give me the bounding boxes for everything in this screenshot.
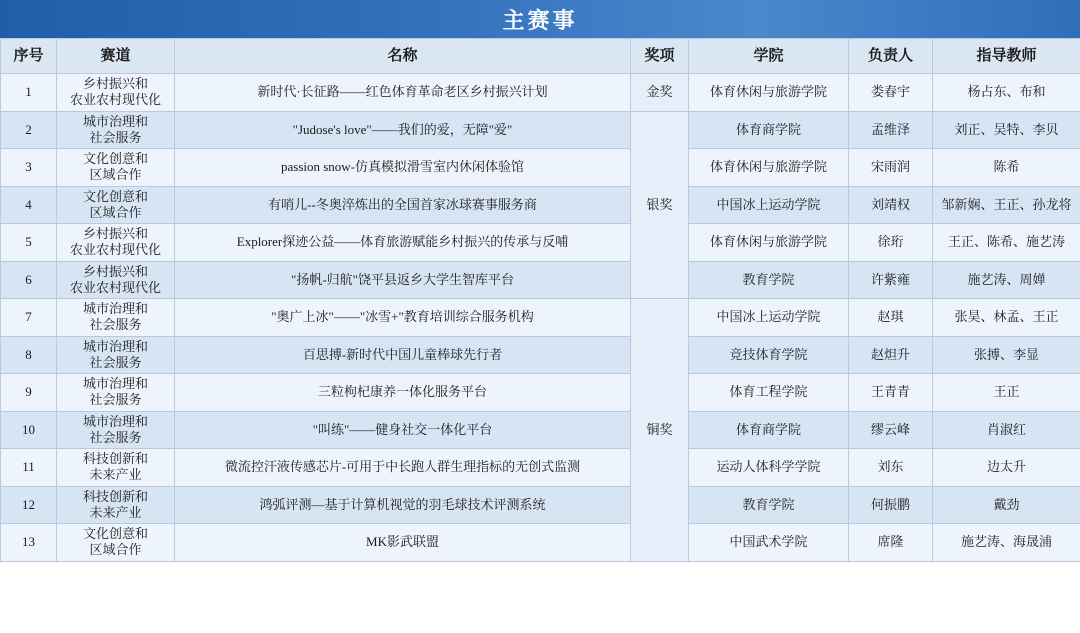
table-row: [1, 74, 1080, 112]
cell-no: 9: [1, 374, 57, 412]
cell-leader: 何振鹏: [849, 486, 933, 524]
table-row: [1, 111, 1080, 149]
cell-leader: 宋雨润: [849, 149, 933, 187]
cell-no: 1: [1, 74, 57, 112]
cell-leader: 赵炟升: [849, 336, 933, 374]
cell-project-name: "Judose's love"——我们的爱，无障"爱": [175, 111, 631, 149]
cell-track-line2: 未来产业: [89, 504, 142, 520]
cell-project-name: MK影武联盟: [175, 524, 631, 562]
cell-track-line1: 乡村振兴和: [82, 226, 148, 241]
cell-leader: 王青青: [849, 374, 933, 412]
cell-no: 13: [1, 524, 57, 562]
cell-track-line2: 农业农村现代化: [69, 92, 161, 108]
cell-track-line1: 城市治理和: [82, 113, 148, 129]
table-header-row: [1, 39, 1080, 74]
cell-track-line2: 未来产业: [89, 467, 142, 483]
cell-project-name: "扬帆-归航"饶平县返乡大学生智库平台: [175, 261, 631, 299]
cell-project-name: "奥广上冰"——"冰雪+"教育培训综合服务机构: [175, 299, 631, 337]
cell-project-name: passion snow-仿真模拟滑雪室内休闲体验馆: [175, 149, 631, 187]
column-header-track: 赛道: [57, 39, 175, 74]
cell-track-line1: 乡村振兴和: [82, 263, 148, 279]
cell-college: 中国冰上运动学院: [689, 186, 849, 224]
cell-college: 教育学院: [689, 486, 849, 524]
column-header-award: 奖项: [631, 39, 689, 74]
cell-teacher: 陈希: [933, 149, 1080, 187]
cell-leader: 缪云峰: [849, 411, 933, 449]
cell-project-name: 微流控汗液传感芯片-可用于中长跑人群生理指标的无创式监测: [175, 449, 631, 487]
cell-college: 体育休闲与旅游学院: [689, 74, 849, 112]
table-row: [1, 261, 1080, 299]
cell-track-line2: 社会服务: [89, 129, 142, 145]
cell-track-line2: 区域合作: [89, 167, 142, 183]
column-header-teacher: 指导教师: [933, 39, 1080, 74]
table-row: [1, 411, 1080, 449]
table-row: [1, 524, 1080, 562]
cell-no: 2: [1, 111, 57, 149]
cell-track: [57, 111, 175, 149]
cell-project-name: 三粒枸杞康养一体化服务平台: [175, 374, 631, 412]
cell-no: 11: [1, 449, 57, 487]
cell-college: 体育商学院: [689, 111, 849, 149]
cell-track-line2: 区域合作: [89, 204, 142, 220]
cell-teacher: 边太升: [933, 449, 1080, 487]
cell-track-line1: 城市治理和: [82, 413, 148, 429]
cell-college: 体育休闲与旅游学院: [689, 149, 849, 187]
table-row: [1, 299, 1080, 337]
cell-track-line1: 文化创意和: [82, 526, 148, 541]
cell-college: 竞技体育学院: [689, 336, 849, 374]
cell-track: [57, 449, 175, 487]
cell-track: [57, 224, 175, 262]
table-row: [1, 449, 1080, 487]
cell-teacher: 张搏、李显: [933, 336, 1080, 374]
cell-college: 中国冰上运动学院: [689, 299, 849, 337]
cell-no: 7: [1, 299, 57, 337]
column-header-name: 名称: [175, 39, 631, 74]
cell-no: 10: [1, 411, 57, 449]
cell-track-line2: 社会服务: [89, 317, 142, 333]
cell-leader: 赵琪: [849, 299, 933, 337]
cell-teacher: 施艺涛、海晟浦: [933, 524, 1080, 562]
cell-no: 3: [1, 149, 57, 187]
cell-teacher: 肖淑红: [933, 411, 1080, 449]
cell-track-line1: 文化创意和: [82, 188, 148, 204]
cell-project-name: 百思搏-新时代中国儿童棒球先行者: [175, 336, 631, 374]
table-row: [1, 336, 1080, 374]
cell-college: 体育工程学院: [689, 374, 849, 412]
cell-no: 5: [1, 224, 57, 262]
cell-teacher: 刘正、吴特、李贝: [933, 111, 1080, 149]
cell-leader: 许紫雍: [849, 261, 933, 299]
main-events-table: [0, 38, 1080, 562]
cell-track-line2: 农业农村现代化: [69, 279, 161, 295]
table-row: [1, 374, 1080, 412]
cell-teacher: 张昊、林孟、王正: [933, 299, 1080, 337]
cell-track-line2: 农业农村现代化: [69, 242, 161, 258]
cell-no: 12: [1, 486, 57, 524]
page-title-bar: [0, 0, 1080, 38]
cell-teacher: 王正、陈希、施艺涛: [933, 224, 1080, 262]
cell-track: [57, 186, 175, 224]
cell-track: [57, 74, 175, 112]
column-header-leader: 负责人: [849, 39, 933, 74]
cell-award: 金奖: [631, 74, 689, 112]
cell-track-line1: 文化创意和: [82, 151, 148, 166]
table-row: [1, 224, 1080, 262]
column-header-no: 序号: [1, 39, 57, 74]
cell-teacher: 戴劲: [933, 486, 1080, 524]
cell-project-name: 新时代·长征路——红色体育革命老区乡村振兴计划: [175, 74, 631, 112]
cell-track-line1: 城市治理和: [82, 376, 148, 391]
cell-project-name: 有哨儿--冬奥淬炼出的全国首家冰球赛事服务商: [175, 186, 631, 224]
cell-track-line1: 城市治理和: [82, 338, 148, 354]
page-title: 主赛事: [502, 7, 578, 33]
column-header-college: 学院: [689, 39, 849, 74]
cell-project-name: 鸿弧评测—基于计算机视觉的羽毛球技术评测系统: [175, 486, 631, 524]
cell-track-line1: 城市治理和: [82, 301, 148, 316]
cell-track-line1: 乡村振兴和: [82, 76, 148, 91]
cell-leader: 徐珩: [849, 224, 933, 262]
cell-track: [57, 524, 175, 562]
cell-track: [57, 411, 175, 449]
cell-track: [57, 486, 175, 524]
cell-college: 体育商学院: [689, 411, 849, 449]
table-row: [1, 149, 1080, 187]
cell-no: 4: [1, 186, 57, 224]
cell-project-name: "叫练"——健身社交一体化平台: [175, 411, 631, 449]
table-row: [1, 486, 1080, 524]
cell-track-line1: 科技创新和: [82, 488, 148, 504]
cell-track-line2: 社会服务: [89, 392, 142, 408]
cell-project-name: Explorer探迹公益——体育旅游赋能乡村振兴的传承与反哺: [175, 224, 631, 262]
cell-teacher: 施艺涛、周婵: [933, 261, 1080, 299]
cell-track-line2: 社会服务: [89, 429, 142, 445]
cell-teacher: 王正: [933, 374, 1080, 412]
cell-college: 中国武术学院: [689, 524, 849, 562]
cell-leader: 刘东: [849, 449, 933, 487]
cell-award: 铜奖: [631, 299, 689, 562]
cell-teacher: 邹新娴、王正、孙龙将: [933, 186, 1080, 224]
cell-leader: 孟维泽: [849, 111, 933, 149]
cell-track: [57, 261, 175, 299]
cell-leader: 娄春宇: [849, 74, 933, 112]
cell-track-line2: 社会服务: [89, 354, 142, 370]
table-row: [1, 186, 1080, 224]
cell-track: [57, 149, 175, 187]
cell-college: 教育学院: [689, 261, 849, 299]
table-body: [1, 74, 1080, 562]
cell-college: 运动人体科学学院: [689, 449, 849, 487]
cell-track: [57, 299, 175, 337]
cell-track-line2: 区域合作: [89, 542, 142, 558]
cell-track: [57, 336, 175, 374]
cell-leader: 刘靖权: [849, 186, 933, 224]
cell-teacher: 杨占东、布和: [933, 74, 1080, 112]
cell-track-line1: 科技创新和: [82, 451, 148, 466]
table-header: [1, 39, 1080, 74]
cell-track: [57, 374, 175, 412]
cell-no: 6: [1, 261, 57, 299]
cell-leader: 席隆: [849, 524, 933, 562]
cell-college: 体育休闲与旅游学院: [689, 224, 849, 262]
cell-no: 8: [1, 336, 57, 374]
cell-award: 银奖: [631, 111, 689, 299]
